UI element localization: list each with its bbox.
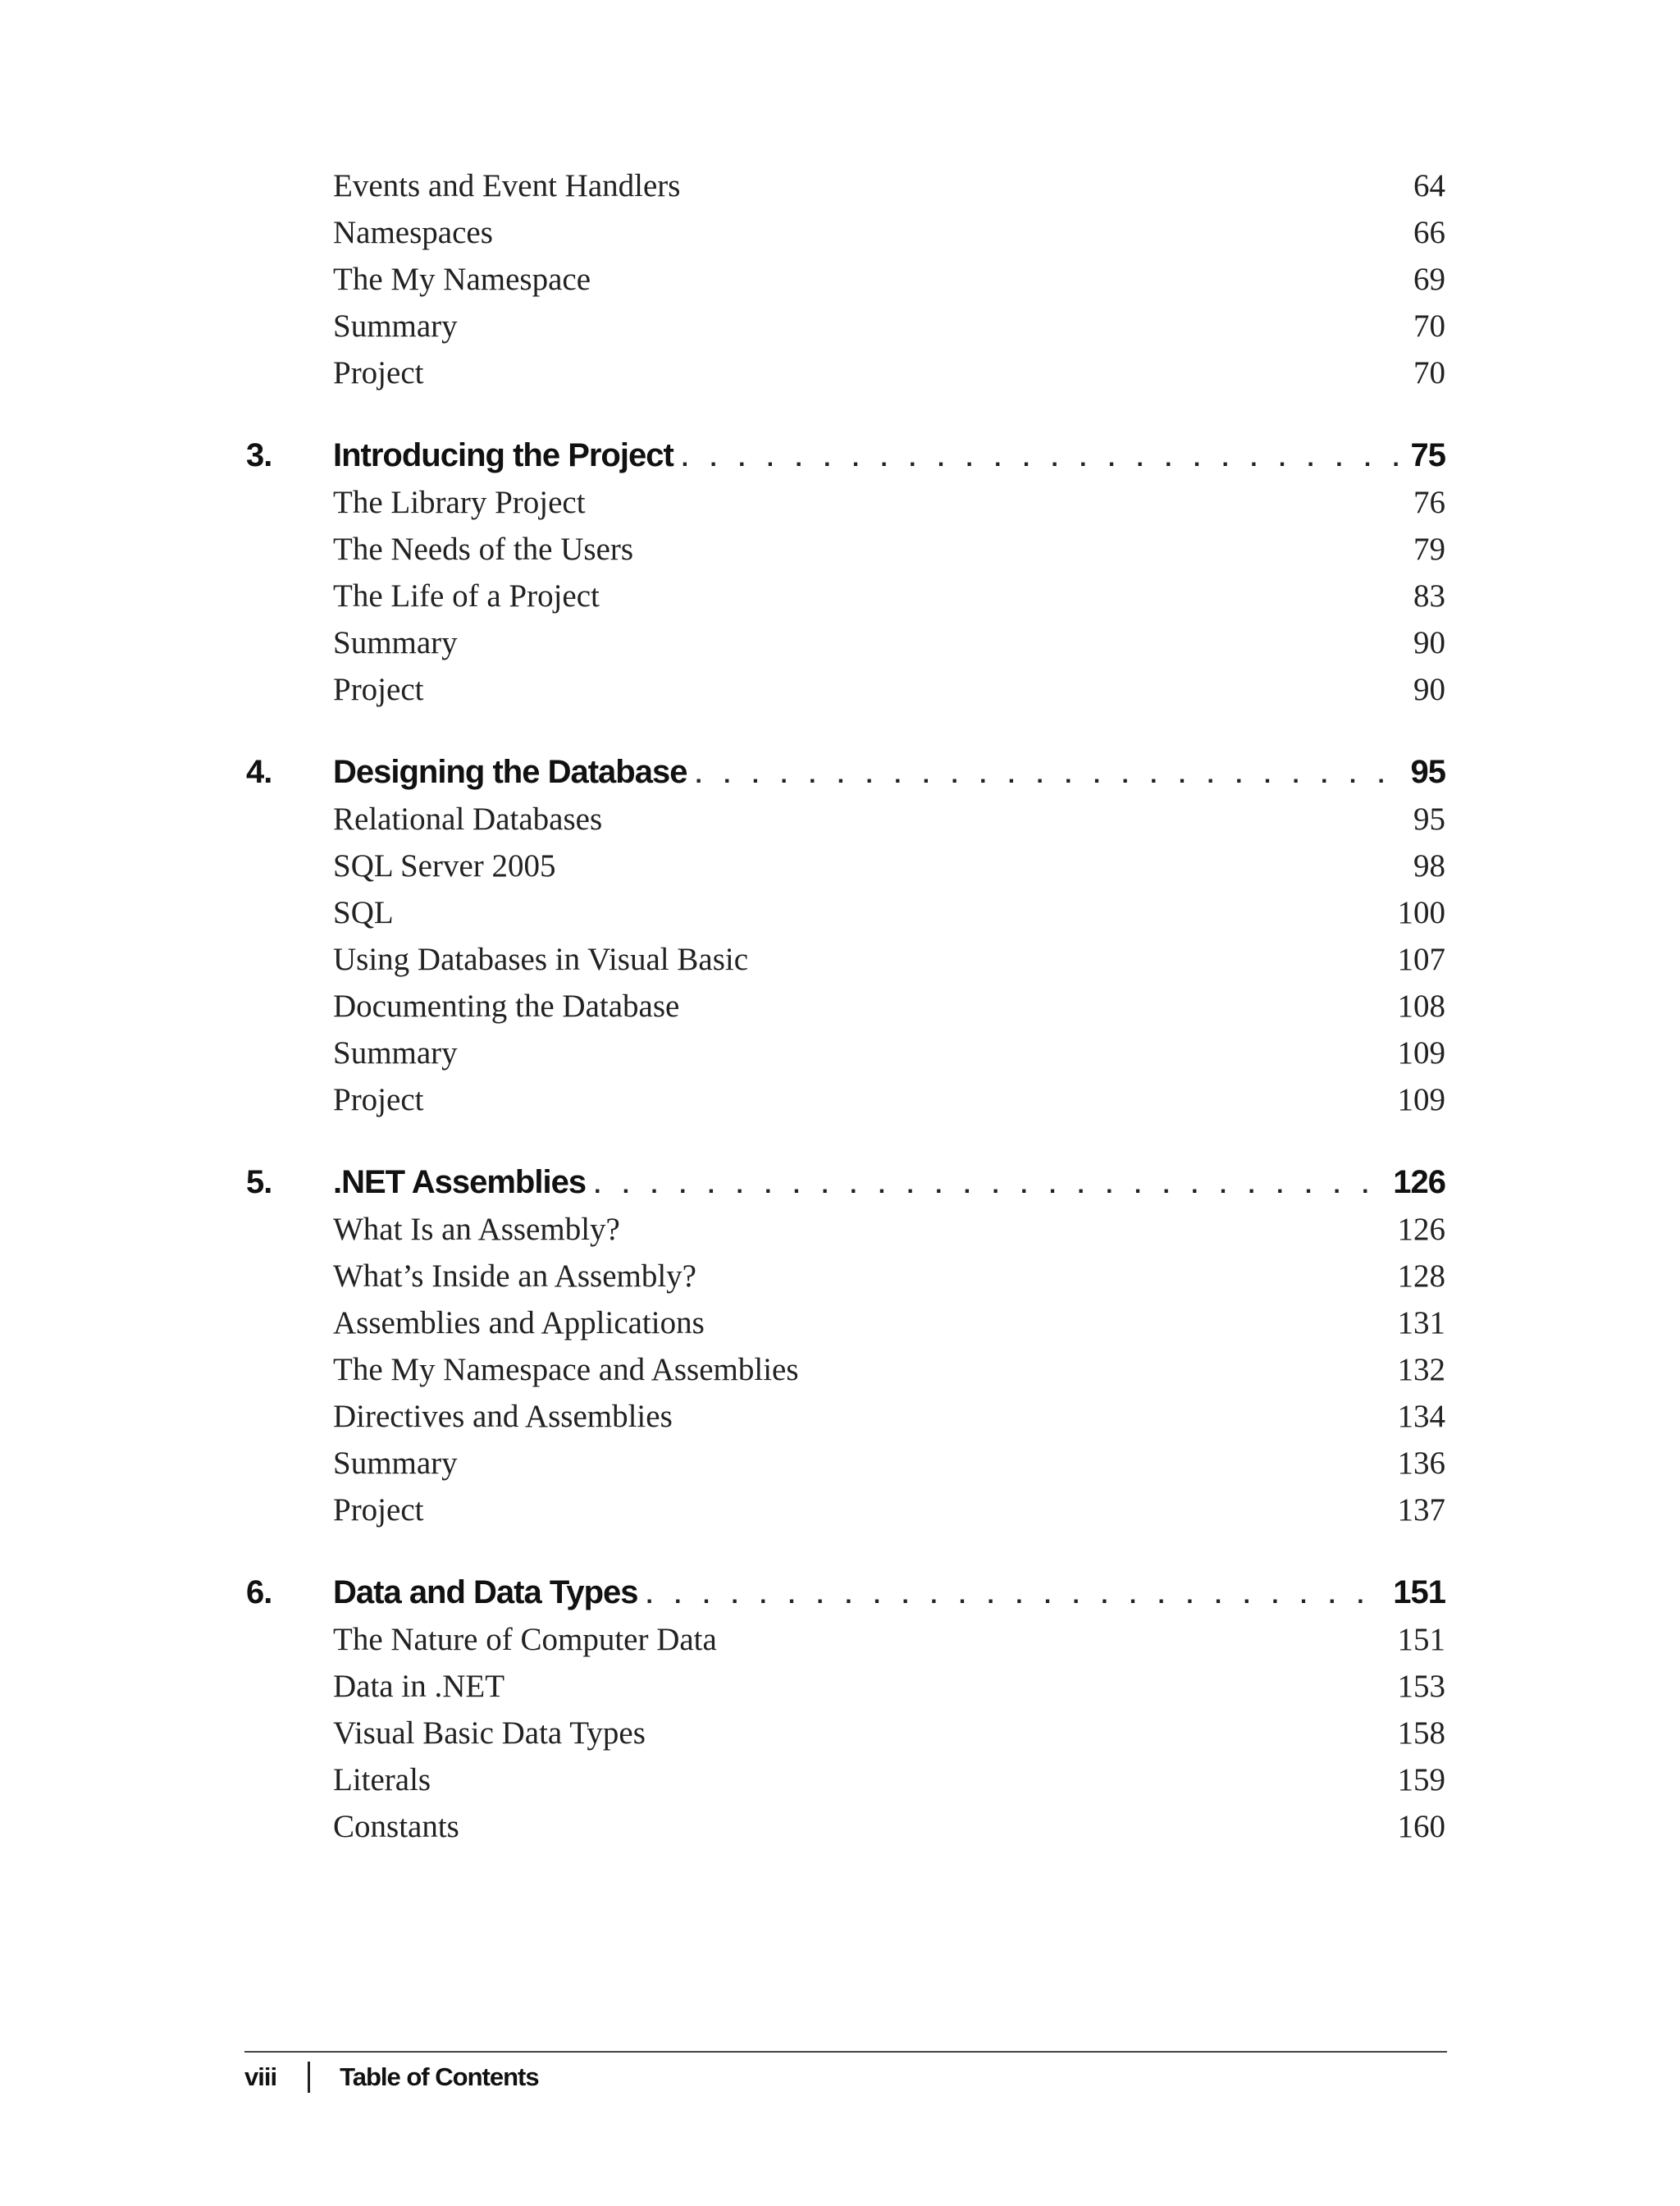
toc-entry-page-number: 69 — [1413, 262, 1445, 297]
toc-entry-page-number: 64 — [1413, 168, 1445, 203]
page-footer — [244, 2059, 539, 2095]
toc-entry-page-number: 79 — [1413, 532, 1445, 567]
toc-entry-page-number: 83 — [1413, 578, 1445, 614]
toc-entry[interactable] — [246, 1616, 1445, 1663]
toc-entry-title: Project — [333, 1492, 424, 1528]
toc-entry-page-number: 132 — [1397, 1352, 1445, 1387]
toc-entry[interactable] — [246, 256, 1445, 303]
toc-entry-title: The My Namespace — [333, 262, 591, 297]
toc-entry-page-number: 95 — [1413, 802, 1445, 837]
chapter-page-number: 126 — [1393, 1164, 1445, 1200]
toc-entry-page-number: 136 — [1397, 1446, 1445, 1481]
toc-entry-page-number: 126 — [1397, 1212, 1445, 1247]
toc-entry-page-number: 90 — [1413, 672, 1445, 707]
toc-entry-title: Namespaces — [333, 215, 493, 250]
dot-leader — [682, 435, 1401, 482]
dot-leader — [594, 1162, 1383, 1208]
toc-entry-title: Directives and Assemblies — [333, 1399, 673, 1434]
toc-entry-page-number: 109 — [1397, 1082, 1445, 1117]
chapter-title: Data and Data Types — [333, 1574, 638, 1610]
chapter-title: Introducing the Project — [333, 437, 673, 473]
toc-entry-page-number: 109 — [1397, 1035, 1445, 1071]
toc-entry-title: Constants — [333, 1809, 459, 1844]
toc-entry-title: Documenting the Database — [333, 989, 680, 1024]
toc-entry[interactable] — [246, 1299, 1445, 1346]
toc-entry[interactable] — [246, 889, 1445, 936]
toc-entry-title: The Life of a Project — [333, 578, 600, 614]
toc-entry-title: Summary — [333, 625, 458, 660]
footer-running-title: Table of Contents — [340, 2062, 539, 2091]
toc-entry-title: Literals — [333, 1762, 431, 1797]
toc-entry-title: The Needs of the Users — [333, 532, 634, 567]
chapter-page-number: 151 — [1393, 1574, 1445, 1610]
chapter-number: 6. — [246, 1574, 272, 1610]
toc-entry[interactable] — [246, 1393, 1445, 1440]
toc-entry-title: What Is an Assembly? — [333, 1212, 620, 1247]
toc-entry-page-number: 134 — [1397, 1399, 1445, 1434]
toc-entry[interactable] — [246, 1663, 1445, 1710]
toc-entry-title: The My Namespace and Assemblies — [333, 1352, 799, 1387]
toc-entry[interactable] — [246, 1440, 1445, 1487]
toc-entry[interactable] — [246, 209, 1445, 256]
toc-entry-page-number: 107 — [1397, 942, 1445, 977]
chapter-number: 3. — [246, 437, 272, 473]
chapter-title: .NET Assemblies — [333, 1164, 587, 1200]
toc-entry-title: Summary — [333, 1446, 458, 1481]
toc-entry[interactable] — [246, 1030, 1445, 1076]
toc-entry-page-number: 98 — [1413, 848, 1445, 884]
toc-entry[interactable] — [246, 1756, 1445, 1803]
toc-entry[interactable] — [246, 1710, 1445, 1756]
toc-entry[interactable] — [246, 349, 1445, 396]
chapter-heading[interactable] — [246, 1569, 1445, 1616]
toc-entry-title: Data in .NET — [333, 1669, 505, 1704]
chapter-number: 4. — [246, 754, 272, 790]
toc-entry-page-number: 66 — [1413, 215, 1445, 250]
toc-entry[interactable] — [246, 1346, 1445, 1393]
toc-entry-page-number: 76 — [1413, 485, 1445, 520]
toc-entry[interactable] — [246, 1487, 1445, 1533]
dot-leader — [695, 751, 1400, 798]
toc-entry-title: Using Databases in Visual Basic — [333, 942, 749, 977]
toc-entry-title: Events and Event Handlers — [333, 168, 681, 203]
chapter-title: Designing the Database — [333, 754, 687, 790]
toc-entry-page-number: 108 — [1397, 989, 1445, 1024]
toc-entry[interactable] — [246, 526, 1445, 573]
toc-entry-page-number: 158 — [1397, 1715, 1445, 1751]
toc-entry[interactable] — [246, 162, 1445, 209]
chapter-number: 5. — [246, 1164, 272, 1200]
toc-entry[interactable] — [246, 619, 1445, 666]
toc-entry[interactable] — [246, 796, 1445, 843]
toc-entry-title: Summary — [333, 308, 458, 344]
toc-entry-page-number: 160 — [1397, 1809, 1445, 1844]
toc-entry[interactable] — [246, 1253, 1445, 1299]
footer-separator — [308, 2062, 310, 2093]
toc-entry[interactable] — [246, 936, 1445, 983]
toc-entry-title: Relational Databases — [333, 802, 603, 837]
toc-entry-title: What’s Inside an Assembly? — [333, 1258, 696, 1294]
toc-entry[interactable] — [246, 1206, 1445, 1253]
toc-entry-page-number: 70 — [1413, 355, 1445, 391]
chapter-heading[interactable] — [246, 749, 1445, 796]
toc-entry[interactable] — [246, 479, 1445, 526]
toc-entry-title: Summary — [333, 1035, 458, 1071]
dot-leader — [646, 1572, 1384, 1619]
toc-entry-page-number: 128 — [1397, 1258, 1445, 1294]
toc-entry-page-number: 90 — [1413, 625, 1445, 660]
toc-entry[interactable] — [246, 666, 1445, 713]
toc-entry-title: Project — [333, 355, 424, 391]
toc-entry[interactable] — [246, 1803, 1445, 1850]
toc-entry-page-number: 153 — [1397, 1669, 1445, 1704]
toc-entry-title: Project — [333, 672, 424, 707]
toc-entry-title: The Nature of Computer Data — [333, 1622, 717, 1657]
toc-entry[interactable] — [246, 573, 1445, 619]
toc-entry-title: The Library Project — [333, 485, 586, 520]
toc-entry-page-number: 159 — [1397, 1762, 1445, 1797]
toc-entry-title: Project — [333, 1082, 424, 1117]
footer-page-number: viii — [244, 2062, 277, 2091]
toc-entry-page-number: 151 — [1397, 1622, 1445, 1657]
toc-entry-page-number: 100 — [1397, 895, 1445, 930]
toc-entry[interactable] — [246, 983, 1445, 1030]
toc-entry-page-number: 137 — [1397, 1492, 1445, 1528]
chapter-page-number: 95 — [1410, 754, 1445, 790]
chapter-heading[interactable] — [246, 1159, 1445, 1206]
toc-entry-title: Assemblies and Applications — [333, 1305, 705, 1340]
table-of-contents — [246, 162, 1445, 1850]
chapter-page-number: 75 — [1410, 437, 1445, 473]
footer-rule — [244, 2051, 1447, 2053]
toc-entry-page-number: 70 — [1413, 308, 1445, 344]
toc-entry[interactable] — [246, 303, 1445, 349]
toc-entry-title: Visual Basic Data Types — [333, 1715, 646, 1751]
toc-entry-page-number: 131 — [1397, 1305, 1445, 1340]
toc-entry[interactable] — [246, 843, 1445, 889]
chapter-heading[interactable] — [246, 432, 1445, 479]
toc-entry-title: SQL — [333, 895, 394, 930]
toc-entry-title: SQL Server 2005 — [333, 848, 556, 884]
toc-entry[interactable] — [246, 1076, 1445, 1123]
